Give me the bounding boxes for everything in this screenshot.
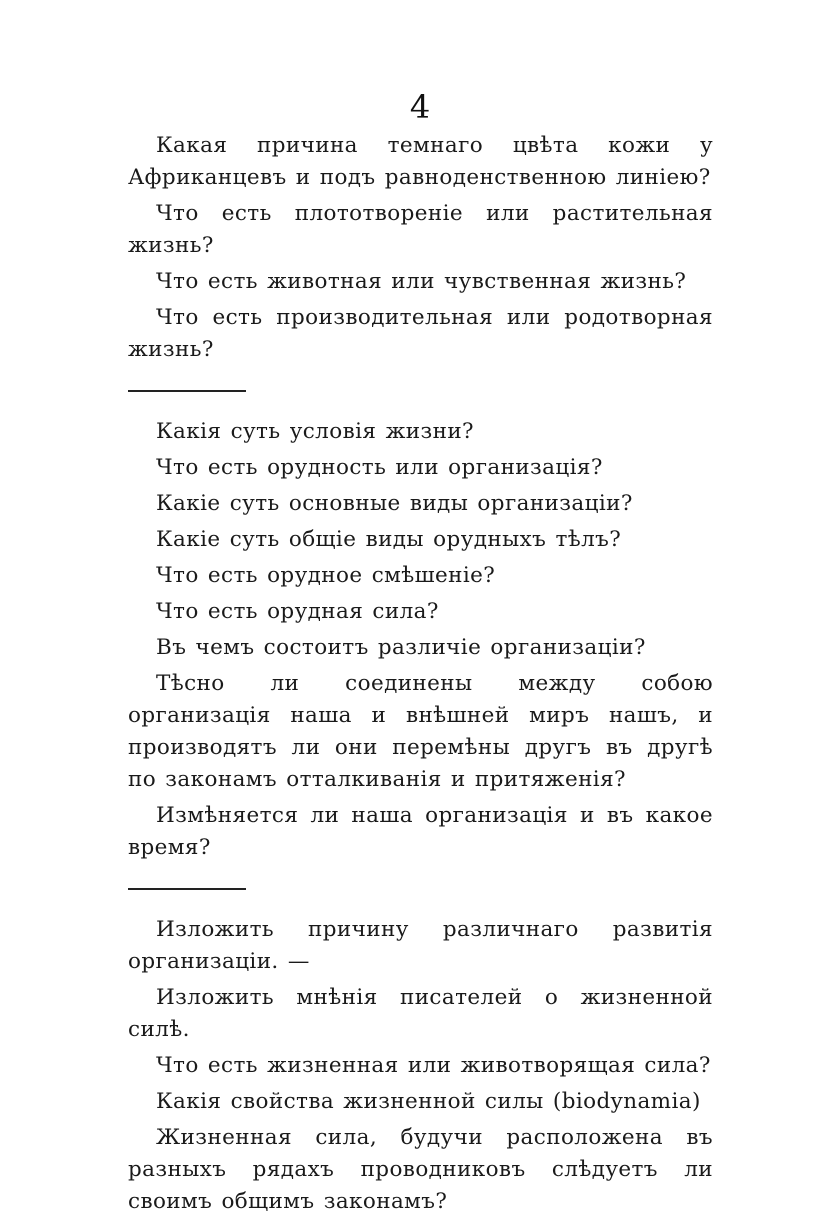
question-animal-life: Что есть животная или чувственная жизнь? [156, 269, 687, 294]
question-vital-force-properties: Какія свойства жизненной силы (biodynamia) [156, 1089, 701, 1114]
question-plant-life: Что есть плототвореніе или растительная жизнь? [128, 201, 713, 258]
question-group-1 [128, 130, 713, 366]
question-vital-force-laws: Жизненная сила, будучи расположена въ разныхъ рядахъ проводниковъ слѣдуетъ ли своимъ общимъ законамъ? [128, 1125, 713, 1214]
question-conditions-of-life: Какія суть условія жизни? [156, 419, 474, 444]
question-skin-color: Какая причина темнаго цвѣта кожи у Африканцевъ и подъ равноденственною линіею? [128, 133, 713, 190]
page-number: 4 [409, 88, 431, 126]
question-organic-mixture: Что есть орудное смѣшеніе? [156, 563, 496, 588]
question-group-2 [128, 416, 713, 864]
page-body [128, 130, 713, 1222]
question-writers-opinions: Изложить мнѣнія писателей о жизненной силѣ. [128, 985, 713, 1042]
question-organization-changes: Измѣняется ли наша организація и въ какое время? [128, 803, 713, 860]
question-general-kinds: Какіе суть общіе виды орудныхъ тѣлъ? [156, 527, 622, 552]
question-organization: Что есть орудность или организація? [156, 455, 603, 480]
question-reproductive-life: Что есть производительная или родотворная жизнь? [128, 305, 713, 362]
section-divider [128, 888, 246, 890]
question-difference-of-organization: Въ чемъ состоитъ различіе организаціи? [156, 635, 646, 660]
question-group-3 [128, 914, 713, 1218]
section-divider [128, 390, 246, 392]
question-development-cause: Изложить причину различнаго развитія организаціи. — [128, 917, 713, 974]
question-organization-and-world: Тѣсно ли соединены между собою организація наша и внѣшней миръ нашъ, и производятъ ли они перемѣны другъ въ другѣ по законамъ отталкиванія и притяженія? [128, 671, 713, 792]
question-basic-kinds: Какіе суть основные виды организаціи? [156, 491, 633, 516]
question-vital-force: Что есть жизненная или животворящая сила? [156, 1053, 711, 1078]
question-organic-force: Что есть орудная сила? [156, 599, 439, 624]
